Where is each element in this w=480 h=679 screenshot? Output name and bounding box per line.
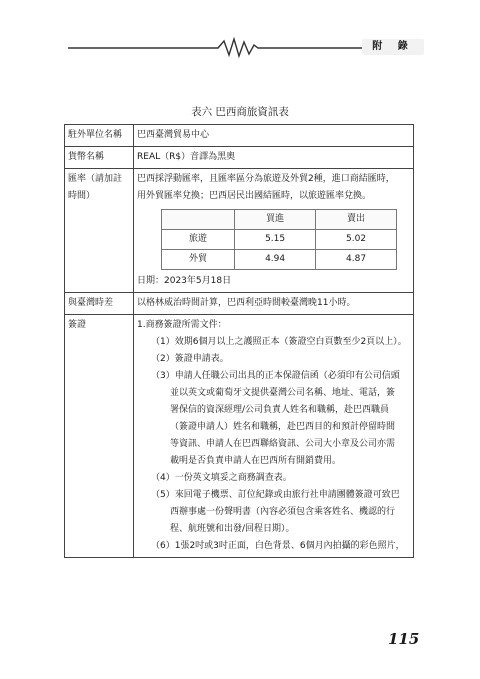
label-line: 匯率（請加註 <box>68 174 123 184</box>
visa-line: 西辦事處一份聲明書（內容必須包含乘客姓名、機認的行 <box>170 507 396 517</box>
row-label <box>65 169 134 293</box>
heartbeat-line-icon <box>68 36 362 58</box>
rate-cell: 5.02 <box>316 230 397 250</box>
rate-cell: 5.15 <box>235 230 316 250</box>
table-row-currency <box>65 147 414 169</box>
rate-header-cell <box>162 210 235 230</box>
row-label: 與臺灣時差 <box>65 293 134 315</box>
visa-line: 署保信的資深經理/公司負責人姓名和職稱，赴巴西職員 <box>170 405 390 415</box>
page-header <box>68 36 420 58</box>
rate-cell: 旅遊 <box>162 230 235 250</box>
table-row-office <box>65 125 414 147</box>
table-row-visa <box>65 315 414 558</box>
visa-line: 並以英文或葡萄牙文提供臺灣公司名稱、地址、電話，簽 <box>170 388 396 398</box>
rate-header-cell: 賣出 <box>316 210 397 230</box>
visa-line: （6）1張2吋或3吋正面，白色背景、6個月內拍攝的彩色照片， <box>151 541 405 551</box>
rate-date: 日期：2023年5月18日 <box>137 276 232 286</box>
row-value: REAL（R$）音譯為黑奧 <box>134 147 414 169</box>
info-table <box>64 124 414 558</box>
label-line: 時間） <box>68 191 96 201</box>
table-title: 表六 巴西商旅資訊表 <box>191 106 289 118</box>
visa-line: （4）一份英文填妥之商務調查表。 <box>151 473 292 483</box>
row-label: 貨幣名稱 <box>65 147 134 169</box>
row-value: 巴西臺灣貿易中心 <box>134 125 414 147</box>
visa-line: （簽證申請人）姓名和職稱，赴巴西目的和預計停留時間 <box>170 422 396 432</box>
visa-line: （2）簽證申請表。 <box>151 354 229 364</box>
rate-cell: 4.94 <box>235 250 316 270</box>
visa-line: （3）申請人任職公司出具的正本保證信函（必須印有公司信頭 <box>151 371 400 381</box>
rate-header-row <box>162 210 397 230</box>
visa-line: （1）效期6個月以上之護照正本（簽證空白頁數至少2頁以上）。 <box>151 337 407 347</box>
text-line: 巴西採浮動匯率，且匯率區分為旅遊及外貿2種，進口商結匯時， <box>137 174 395 184</box>
text-line: 用外貿匯率兌換；巴西居民出國結匯時，以旅遊匯率兌換。 <box>137 191 372 201</box>
row-value <box>134 315 414 558</box>
row-label: 簽證 <box>65 315 134 558</box>
rate-header-cell: 買進 <box>235 210 316 230</box>
visa-line: 程、航班號和出發/回程日期）。 <box>170 524 295 534</box>
table-row-exchange <box>65 169 414 293</box>
row-value: 以格林威治時間計算，巴西利亞時間較臺灣晚11小時。 <box>134 293 414 315</box>
visa-line: （5）來回電子機票、訂位紀錄或由旅行社申請團體簽證可致巴 <box>151 490 400 500</box>
visa-line: 等資訊、申請人在巴西聯絡資訊、公司大小章及公司亦需 <box>170 439 396 449</box>
row-value <box>134 169 414 293</box>
rate-cell: 外貿 <box>162 250 235 270</box>
visa-line: 載明是否負責申請人在巴西所有開銷費用。 <box>170 456 342 466</box>
table-row-time-diff <box>65 293 414 315</box>
rate-table <box>161 209 397 270</box>
visa-line: 1.商務簽證所需文件： <box>137 320 227 330</box>
page-number: 115 <box>388 630 420 648</box>
rate-row <box>162 250 397 270</box>
row-label: 駐外單位名稱 <box>65 125 134 147</box>
section-label: 附 錄 <box>362 39 424 55</box>
rate-cell: 4.87 <box>316 250 397 270</box>
rate-row <box>162 230 397 250</box>
